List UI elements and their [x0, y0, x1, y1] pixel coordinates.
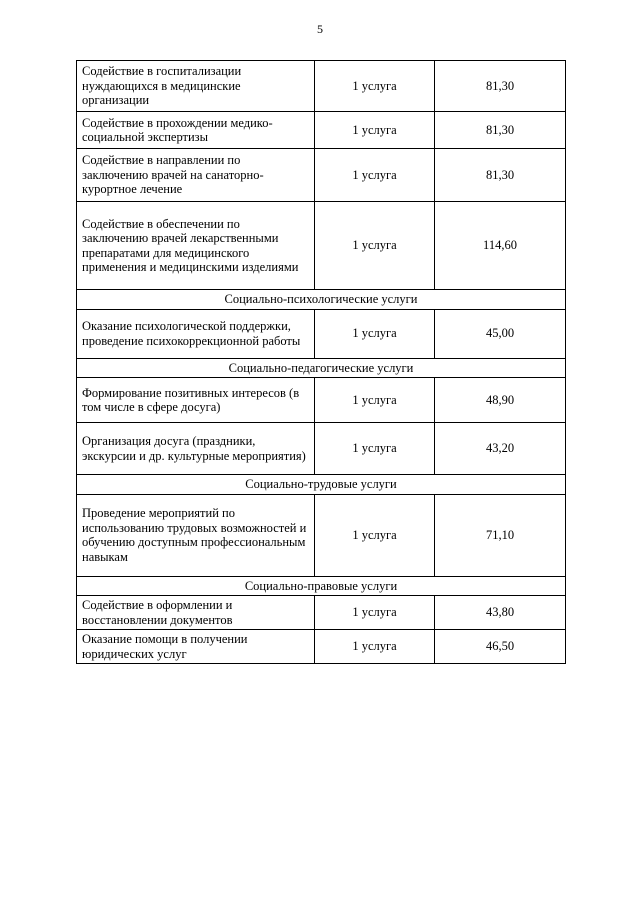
section-header-row — [77, 576, 566, 596]
service-unit-cell: 1 услуга — [315, 202, 435, 290]
section-header-row — [77, 358, 566, 378]
service-price-cell: 71,10 — [435, 494, 566, 576]
services-table-body — [77, 61, 566, 664]
service-price-cell: 81,30 — [435, 112, 566, 149]
section-title: Социально-психологические услуги — [77, 290, 566, 310]
service-price-cell: 46,50 — [435, 630, 566, 664]
service-unit-cell: 1 услуга — [315, 112, 435, 149]
table-row — [77, 149, 566, 202]
service-price-cell: 81,30 — [435, 149, 566, 202]
section-title: Социально-педагогические услуги — [77, 358, 566, 378]
page-number: 5 — [317, 22, 323, 36]
service-price-cell: 81,30 — [435, 61, 566, 112]
table-row — [77, 630, 566, 664]
service-unit-cell: 1 услуга — [315, 630, 435, 664]
service-price-cell: 43,20 — [435, 423, 566, 475]
service-price-cell: 45,00 — [435, 309, 566, 358]
services-table — [76, 60, 566, 664]
service-name-cell: Содействие в обеспечении по заключению врачей лекарственными препаратами для медицинского применения и медицинскими изделиями — [77, 202, 315, 290]
table-row — [77, 378, 566, 423]
section-title: Социально-трудовые услуги — [77, 475, 566, 495]
service-name-cell: Содействие в оформлении и восстановлении документов — [77, 596, 315, 630]
table-row — [77, 309, 566, 358]
service-name-cell: Оказание помощи в получении юридических услуг — [77, 630, 315, 664]
table-row — [77, 202, 566, 290]
table-row — [77, 423, 566, 475]
table-row — [77, 112, 566, 149]
service-unit-cell: 1 услуга — [315, 61, 435, 112]
service-unit-cell: 1 услуга — [315, 423, 435, 475]
service-price-cell: 114,60 — [435, 202, 566, 290]
service-name-cell: Содействие в госпитализации нуждающихся в медицинские организации — [77, 61, 315, 112]
service-name-cell: Содействие в направлении по заключению врачей на санаторно-курортное лечение — [77, 149, 315, 202]
table-row — [77, 61, 566, 112]
service-unit-cell: 1 услуга — [315, 378, 435, 423]
service-price-cell: 48,90 — [435, 378, 566, 423]
service-price-cell: 43,80 — [435, 596, 566, 630]
service-name-cell: Содействие в прохождении медико-социальной экспертизы — [77, 112, 315, 149]
service-name-cell: Проведение мероприятий по использованию трудовых возможностей и обучению доступным профессиональным навыкам — [77, 494, 315, 576]
service-unit-cell: 1 услуга — [315, 596, 435, 630]
service-unit-cell: 1 услуга — [315, 309, 435, 358]
service-unit-cell: 1 услуга — [315, 149, 435, 202]
section-header-row — [77, 475, 566, 495]
section-header-row — [77, 290, 566, 310]
service-unit-cell: 1 услуга — [315, 494, 435, 576]
service-name-cell: Организация досуга (праздники, экскурсии и др. культурные мероприятия) — [77, 423, 315, 475]
table-row — [77, 494, 566, 576]
section-title: Социально-правовые услуги — [77, 576, 566, 596]
table-row — [77, 596, 566, 630]
service-name-cell: Формирование позитивных интересов (в том числе в сфере досуга) — [77, 378, 315, 423]
service-name-cell: Оказание психологической поддержки, проведение психокоррекционной работы — [77, 309, 315, 358]
